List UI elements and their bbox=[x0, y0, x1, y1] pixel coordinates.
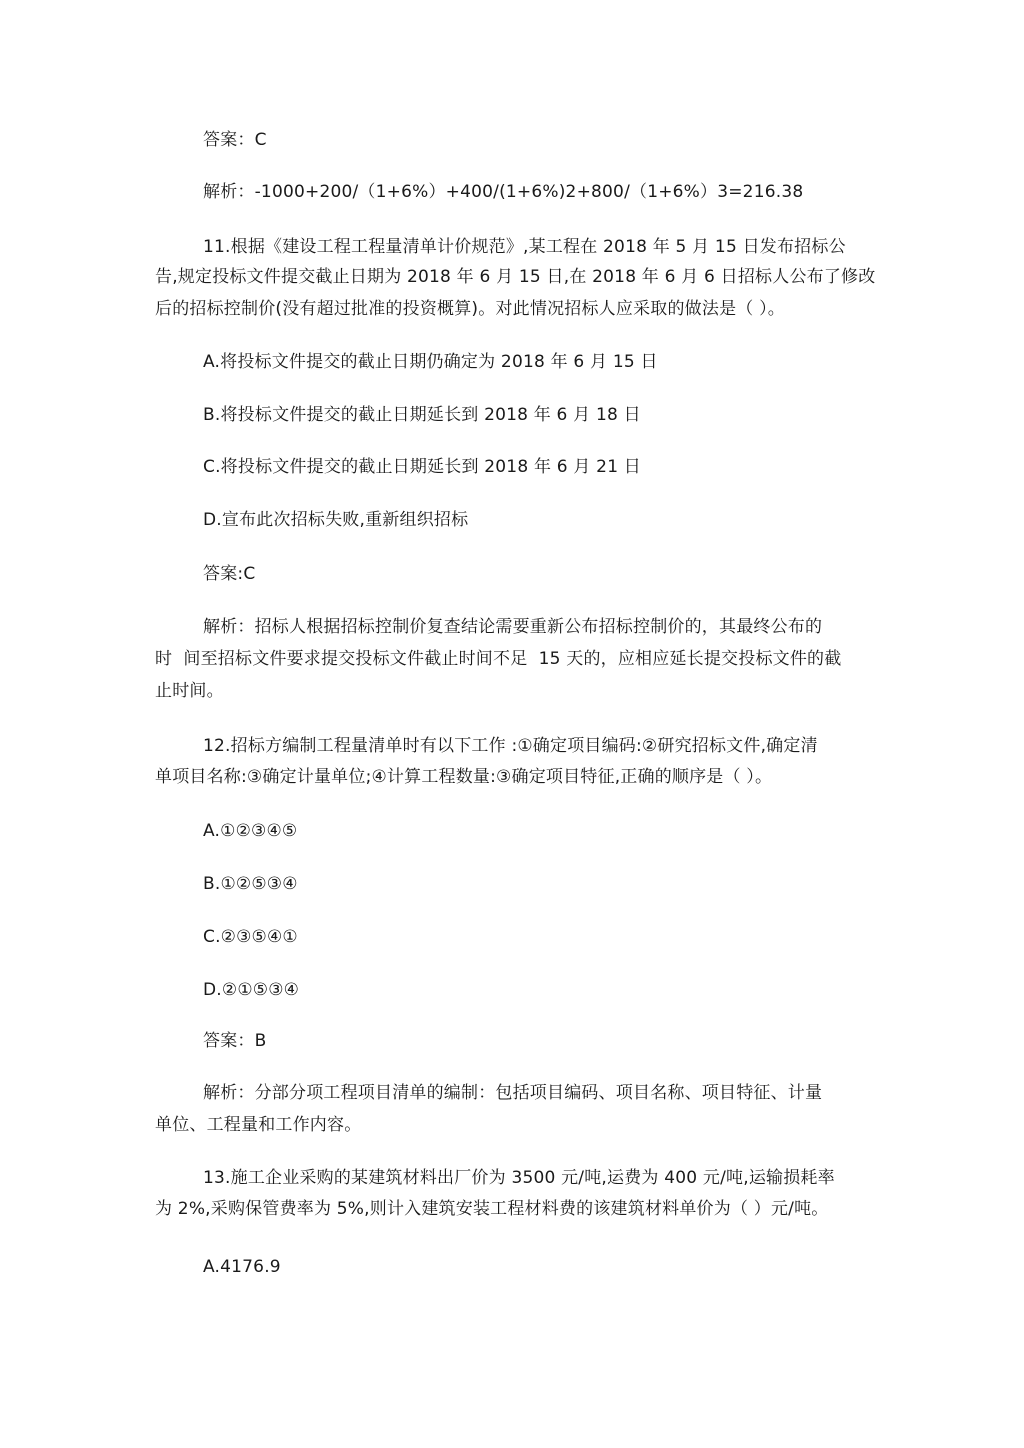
q11-option-b: B.将投标文件提交的截止日期延长到 2018 年 6 月 18 日 bbox=[203, 405, 641, 425]
q11-stem-line-3: 后的招标控制价(没有超过批准的投资概算)。对此情况招标人应采取的做法是（ ）。 bbox=[155, 299, 785, 319]
q12-option-d: D.②①⑤③④ bbox=[203, 980, 300, 1000]
q13-option-a: A.4176.9 bbox=[203, 1257, 281, 1277]
q12-analysis-line-2: 单位、工程量和工作内容。 bbox=[155, 1115, 362, 1135]
q11-stem-line-2: 告,规定投标文件提交截止日期为 2018 年 6 月 15 日,在 2018 年 6 月 6 日招标人公布了修改 bbox=[155, 267, 876, 287]
q13-stem-line-1: 13.施工企业采购的某建筑材料出厂价为 3500 元/吨,运费为 400 元/吨,运输损耗率 bbox=[203, 1168, 835, 1188]
q10-analysis: 解析：-1000+200/（1+6%）+400/(1+6%)2+800/（1+6%）3=216.38 bbox=[203, 182, 804, 202]
q12-option-c: C.②③⑤④① bbox=[203, 927, 298, 947]
q12-option-a: A.①②③④⑤ bbox=[203, 821, 298, 841]
q11-analysis-line-1: 解析：招标人根据招标控制价复查结论需要重新公布招标控制价的，其最终公布的 bbox=[203, 617, 823, 637]
q11-answer: 答案:C bbox=[203, 564, 256, 584]
q12-stem-line-2: 单项目名称:③确定计量单位;④计算工程数量:③确定项目特征,正确的顺序是（ ）。 bbox=[155, 767, 773, 787]
q12-option-b: B.①②⑤③④ bbox=[203, 874, 298, 894]
q11-analysis-line-3: 止时间。 bbox=[155, 681, 224, 701]
q11-stem-line-1: 11.根据《建设工程工程量清单计价规范》,某工程在 2018 年 5 月 15 日发布招标公 bbox=[203, 237, 846, 257]
q12-answer: 答案：B bbox=[203, 1031, 267, 1051]
q11-option-a: A.将投标文件提交的截止日期仍确定为 2018 年 6 月 15 日 bbox=[203, 352, 658, 372]
q12-stem-line-1: 12.招标方编制工程量清单时有以下工作 :①确定项目编码:②研究招标文件,确定清 bbox=[203, 736, 818, 756]
q10-answer: 答案：C bbox=[203, 130, 267, 150]
q11-option-d: D.宣布此次招标失败,重新组织招标 bbox=[203, 510, 469, 530]
q12-analysis-line-1: 解析：分部分项工程项目清单的编制：包括项目编码、项目名称、项目特征、计量 bbox=[203, 1083, 823, 1103]
q11-analysis-line-2: 时 间至招标文件要求提交投标文件截止时间不足 15 天的，应相应延长提交投标文件的截 bbox=[155, 649, 842, 669]
q11-option-c: C.将投标文件提交的截止日期延长到 2018 年 6 月 21 日 bbox=[203, 457, 642, 477]
q13-stem-line-2: 为 2%,采购保管费率为 5%,则计入建筑安装工程材料费的该建筑材料单价为（ ）元/吨。 bbox=[155, 1199, 829, 1219]
